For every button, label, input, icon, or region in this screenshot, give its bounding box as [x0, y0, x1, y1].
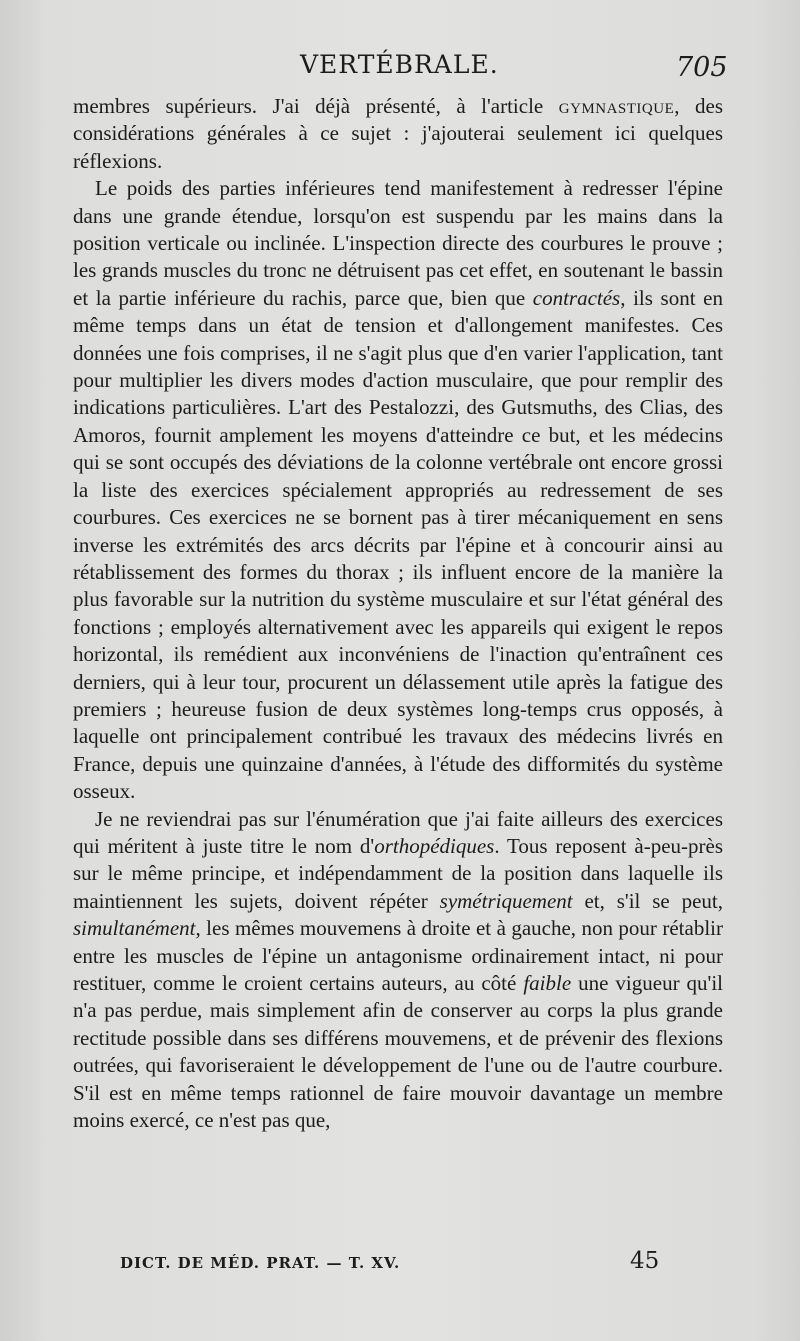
printer-signature: DICT. DE MÉD. PRAT. — T. XV.: [120, 1254, 401, 1272]
text-run: , des considérations générales à ce sujet : j'ajouterai seulement ici quelques réflexions.: [73, 94, 723, 173]
page-header: [0, 50, 800, 90]
text-run-italic: orthopédiques: [374, 833, 495, 858]
text-run-italic: symétriquement: [439, 888, 573, 913]
text-run-italic: faible: [523, 971, 572, 995]
text-run: Le poids des parties inférieures tend manifestement à redresser l'épine dans une grande étendue, lorsqu'on est suspendu par les mains dans la position verticale ou inclinée. L'inspection directe des courbures le prouve ; les grands muscles du tronc ne détruisent pas cet effet, en soutenant le bassin et la partie inférieure du rachis, parce que, bien que: [73, 176, 723, 310]
page-footer: [0, 1248, 800, 1284]
text-run: , ils sont en même temps dans un état de tension et d'allongement manifestes. Ces données une fois comprises, il ne s'agit plus que d'en varier l'application, tant pour multiplier les divers modes d'action musculaire, que pour remplir des indications particulières. L'art des Pestalozzi, des Gutsmuths, des Clias, des Amoros, fournit amplement les moyens d'atteindre ce but, et les médecins qui se sont occupés des déviations de la colonne vertébrale ont encore grossi la liste des exercices spécialement appropriés au redressement de ses courbures. Ces exercices ne se bornent pas à tirer mécaniquement en sens inverse les extrémités des arcs décrits par l'épine et à concourir ainsi au rétablissement des formes du thorax ; ils influent encore de la manière la plus favorable sur la nutrition du système musculaire et sur l'état général des fonctions ; employés alternativement avec les appareils qui exigent le repos horizontal, ils remédient aux inconvéniens de l'inaction qu'entraînent ces derniers, qui à leur tour, procurent un délassement utile après la fatigue des premiers ; heureuse fusion de deux systèmes long-temps crus opposés, à laquelle ont principalement contribué les travaux des médecins livrés en France, depuis une quinzaine d'années, à l'étude des difformités du système osseux.: [73, 285, 723, 804]
text-run: une vigueur qu'il n'a pas perdue, mais simplement afin de conserver au corps la plus grande rectitude possible dans ses différens mouvemens, et de prévenir des flexions outrées, qui favoriseraient le développement de l'une ou de l'autre courbure. S'il est en même temps rationnel de faire mouvoir davantage un membre moins exercé, ce n'est pas que,: [73, 971, 724, 1133]
paragraph-3: [73, 806, 723, 1135]
text-run: membres supérieurs. J'ai déjà présenté, à l'article: [73, 94, 559, 118]
text-run-smallcaps: gymnastique: [558, 94, 675, 118]
text-run-italic: contractés: [532, 285, 621, 310]
paragraph-2: [73, 175, 723, 805]
text-run: , les mêmes mouvemens à droite et à gauche, non pour rétablir entre les muscles de l'épine un antagonisme ordinairement intact, ni pour restituer, comme le croient certains auteurs, au côté: [73, 916, 723, 995]
sheet-number: 45: [630, 1248, 660, 1274]
text-run-italic: simultanément: [73, 916, 196, 941]
text-run: . Tous reposent à-peu-près sur le même principe, et indépendamment de la position dans laquelle ils maintiennent les sujets, doivent répéter: [73, 833, 723, 913]
running-title: VERTÉBRALE.: [300, 50, 499, 79]
text-run: et, s'il se peut,: [572, 888, 723, 913]
paragraph-1: [73, 93, 723, 175]
page-number: 705: [676, 52, 728, 83]
body-text: [73, 93, 723, 1134]
text-run: Je ne reviendrai pas sur l'énumération que j'ai faite ailleurs des exercices qui méritent à juste titre le nom d': [73, 806, 723, 858]
